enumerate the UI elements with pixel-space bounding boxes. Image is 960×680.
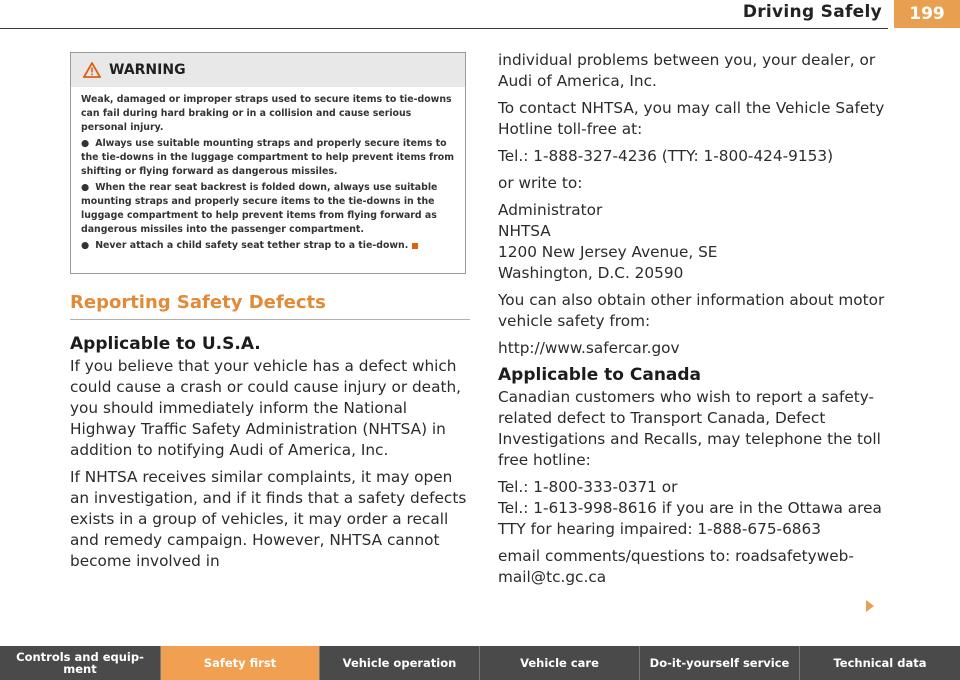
address-line: Administrator <box>498 201 603 219</box>
warning-box <box>70 52 466 274</box>
continue-arrow-icon <box>866 600 874 612</box>
warning-triangle-icon <box>83 62 101 78</box>
tab-vehicle-care[interactable]: Vehicle care <box>480 646 640 680</box>
paragraph: individual problems between you, your dealer, or Audi of America, Inc. <box>498 51 876 90</box>
tab-vehicle-operation[interactable]: Vehicle operation <box>320 646 480 680</box>
phone-line: TTY for hearing impaired: 1-888-675-6863 <box>498 520 821 538</box>
paragraph: If NHTSA receives similar complaints, it may open an investigation, and if it finds that a safety defects exists in a group of vehicles, it may order a recall and remedy campaign. However, NHTSA cannot become involved in <box>70 468 467 570</box>
right-column <box>498 50 898 594</box>
section-title: Reporting Safety Defects <box>70 292 470 320</box>
page-number: 199 <box>894 0 960 28</box>
chapter-nav <box>0 646 960 680</box>
warning-bullet: ● When the rear seat backrest is folded down, always use suitable mounting straps and properly secure items to the tie-downs in the luggage compartment to help prevent items from flying forward as dangerous missiles into the passenger compartment. <box>81 182 438 235</box>
paragraph: Canadian customers who wish to report a safety-related defect to Transport Canada, Defect Investigations and Recalls, may telephone the toll free hotline: <box>498 388 881 469</box>
paragraph: If you believe that your vehicle has a defect which could cause a crash or could cause injury or death, you should immediately inform the National Highway Traffic Safety Administration (NHTSA) in addition to notifying Audi of America, Inc. <box>70 357 462 459</box>
paragraph: or write to: <box>498 174 583 192</box>
phone-line: Tel.: 1-800-333-0371 or <box>498 478 678 496</box>
warning-intro: Weak, damaged or improper straps used to secure items to tie-downs can fail during hard braking or in a collision and cause serious personal injury. <box>81 94 452 133</box>
phone-line: Tel.: 1-613-998-8616 if you are in the Ottawa area <box>498 499 882 517</box>
end-marker-icon <box>412 243 418 249</box>
subheading-canada: Applicable to Canada <box>498 365 702 385</box>
tab-diy-service[interactable]: Do-it-yourself service <box>640 646 800 680</box>
warning-bullet: ● Never attach a child safety seat tether strap to a tie-down. <box>81 239 455 253</box>
left-column <box>70 292 470 578</box>
tab-technical-data[interactable]: Technical data <box>833 656 927 670</box>
website-link[interactable]: http://www.safercar.gov <box>498 339 680 357</box>
warning-body <box>71 87 465 253</box>
address-line: 1200 New Jersey Avenue, SE <box>498 243 718 261</box>
paragraph: You can also obtain other information about motor vehicle safety from: <box>498 291 885 330</box>
address-line: NHTSA <box>498 222 551 240</box>
warning-bullet: ● Always use suitable mounting straps and properly secure items to the tie-downs in the luggage compartment to help prevent items from shifting or flying forward as dangerous missiles. <box>81 138 454 177</box>
subheading-usa: Applicable to U.S.A. <box>70 334 261 354</box>
page-header-title: Driving Safely <box>742 2 882 22</box>
tab-controls[interactable]: Controls and equip-ment <box>0 646 161 680</box>
tab-safety-first[interactable]: Safety first <box>161 646 320 680</box>
paragraph: To contact NHTSA, you may call the Vehicle Safety Hotline toll-free at: <box>498 99 885 138</box>
email-line: email comments/questions to: roadsafetyweb-mail@tc.gc.ca <box>498 547 854 586</box>
warning-title: WARNING <box>109 62 186 78</box>
warning-header <box>71 53 465 87</box>
phone-line: Tel.: 1-888-327-4236 (TTY: 1-800-424-9153) <box>498 147 834 165</box>
header-rule <box>0 28 888 29</box>
address-line: Washington, D.C. 20590 <box>498 264 684 282</box>
